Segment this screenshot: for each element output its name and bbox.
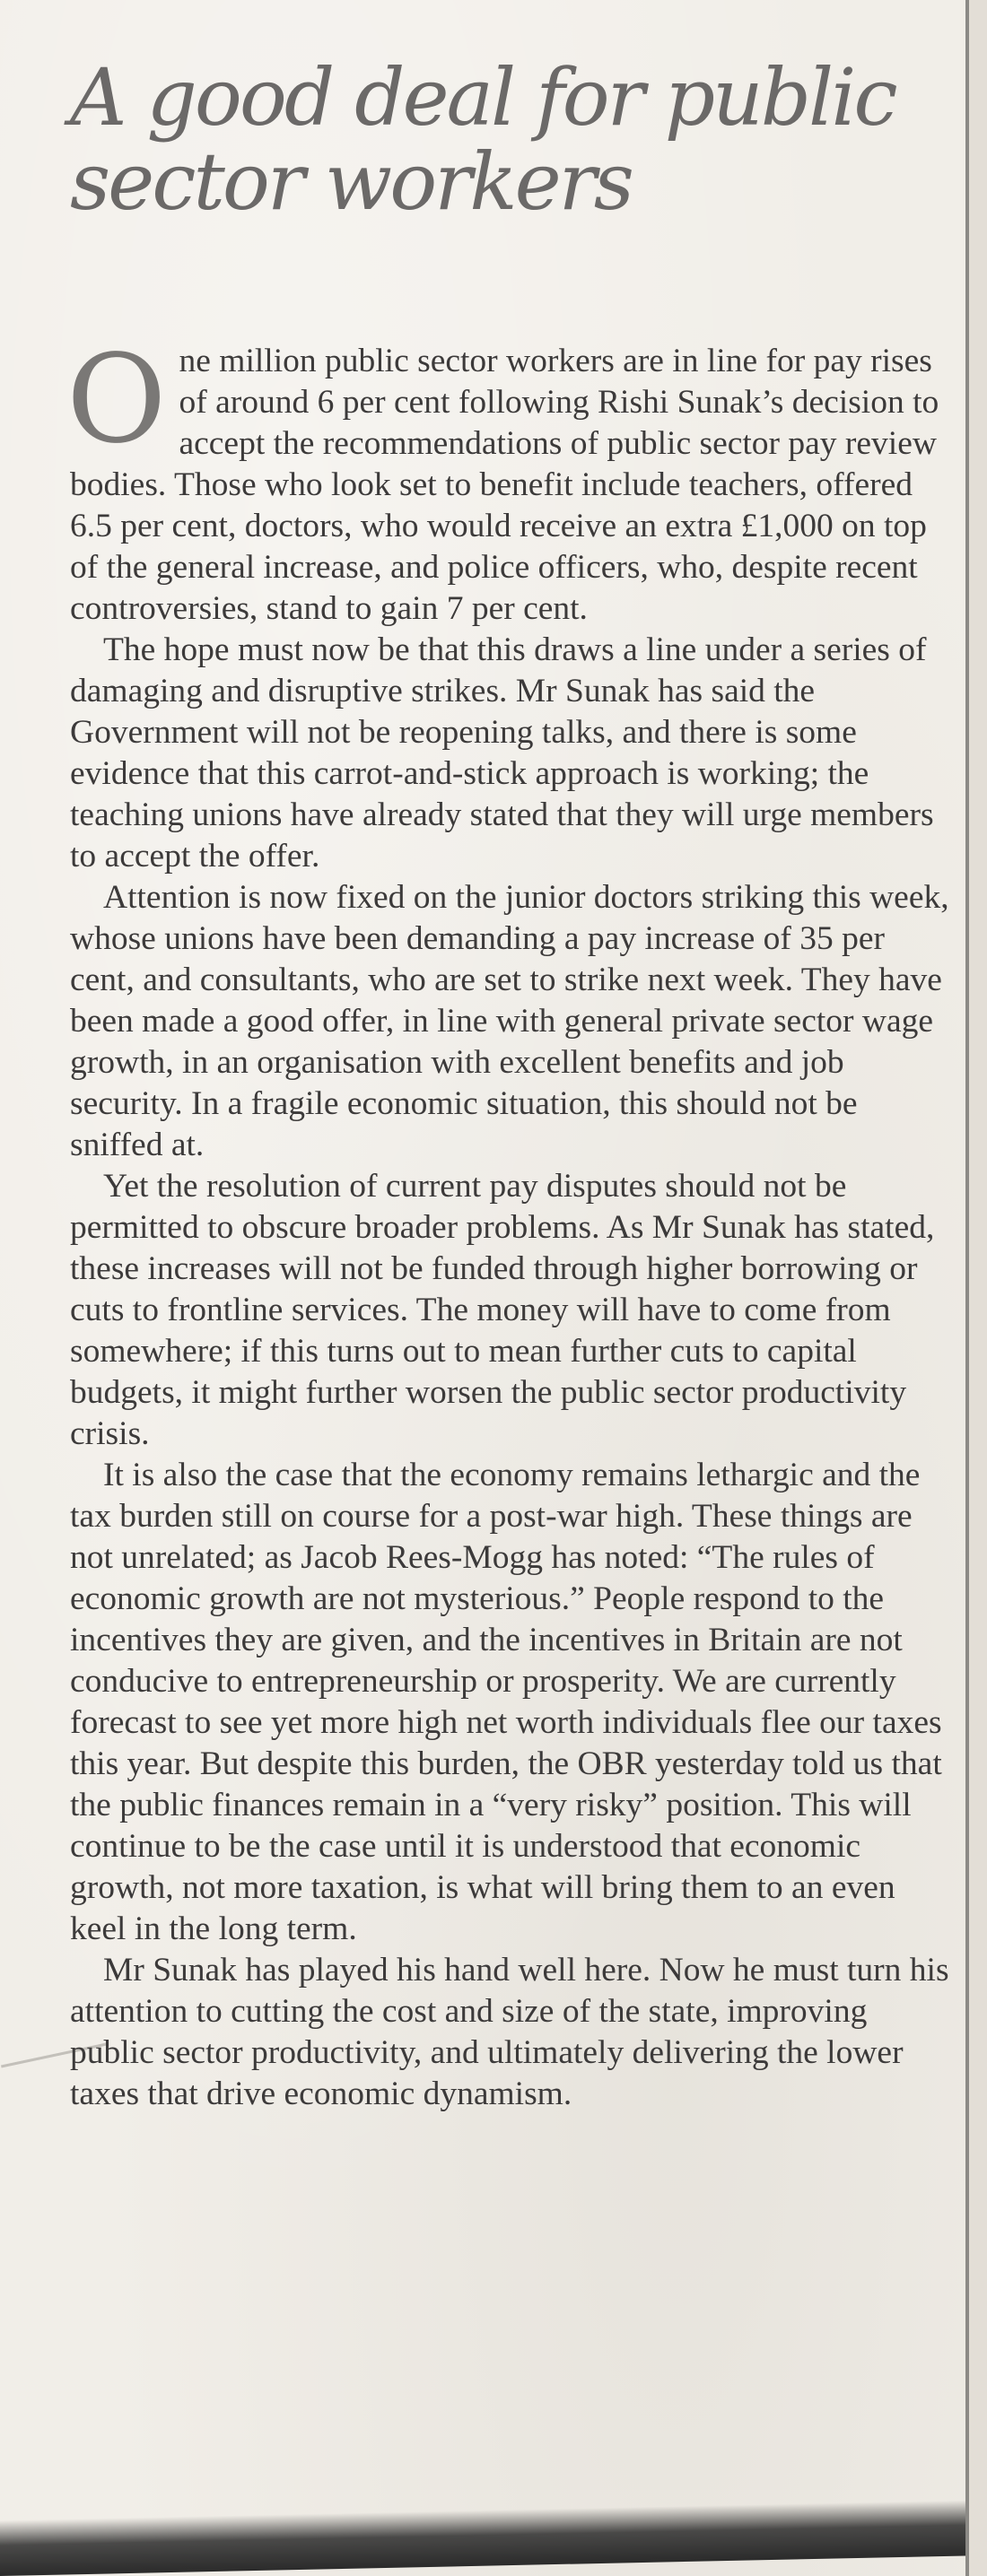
paragraph-2: The hope must now be that this draws a line under a series of damaging and disruptive strikes. Mr Sunak has said the Government will not be reopening talks, and there is some evidence that this carrot-and-stick approach is working; the teaching unions have already stated that they will urge members to accept the offer.: [70, 631, 934, 875]
adjacent-column-edge: [969, 0, 987, 2576]
article-body: [66, 329, 949, 2115]
paragraph-1: [66, 329, 949, 630]
headline: A good deal for public sector workers: [70, 51, 895, 228]
paragraph-5: It is also the case that the economy remains lethargic and the tax burden still on course for a post-war high. These things are not unrelated; as Jacob Rees-Mogg has noted: “The rules of economic growth are not mysterious.” People respond to the incentives they are given, and the incentives in Britain are not conducive to entrepreneurship or prosperity. We are currently forecast to see yet more high net worth individuals flee our taxes this year. But despite this burden, the OBR yesterday told us that the public finances remain in a “very risky” position. This will continue to be the case until it is understood that economic growth, not more taxation, is what will bring them to an even keel in the long term.: [70, 1457, 942, 1947]
drop-cap: O: [66, 329, 167, 471]
paragraph-4: Yet the resolution of current pay disputes should not be permitted to obscure broader problems. As Mr Sunak has stated, these increases will not be funded through higher borrowing or cuts to frontline services. The money will have to come from somewhere; if this turns out to mean further cuts to capital budgets, it might further worsen the public sector productivity crisis.: [70, 1168, 935, 1452]
paragraph-6: Mr Sunak has played his hand well here. Now he must turn his attention to cutting the cost and size of the state, improving public sector productivity, and ultimately delivering the lower taxes that drive economic dynamism.: [70, 1952, 949, 2112]
paragraph-3: Attention is now fixed on the junior doctors striking this week, whose unions have been demanding a pay increase of 35 per cent, and consultants, who are set to strike next week. They have been made a good offer, in line with general private sector wage growth, in an organisation with excellent benefits and job security. In a fragile economic situation, this should not be sniffed at.: [70, 879, 949, 1163]
paragraph-1-text: ne million public sector workers are in line for pay rises of around 6 per cent following Rishi Sunak’s decision to accept the recommendations of public sector pay review bodies. Those who look set to benefit include teachers, offered 6.5 per cent, doctors, who would receive an extra £1,000 on top of the general increase, and police officers, who, despite recent controversies, stand to gain 7 per cent.: [70, 343, 939, 627]
